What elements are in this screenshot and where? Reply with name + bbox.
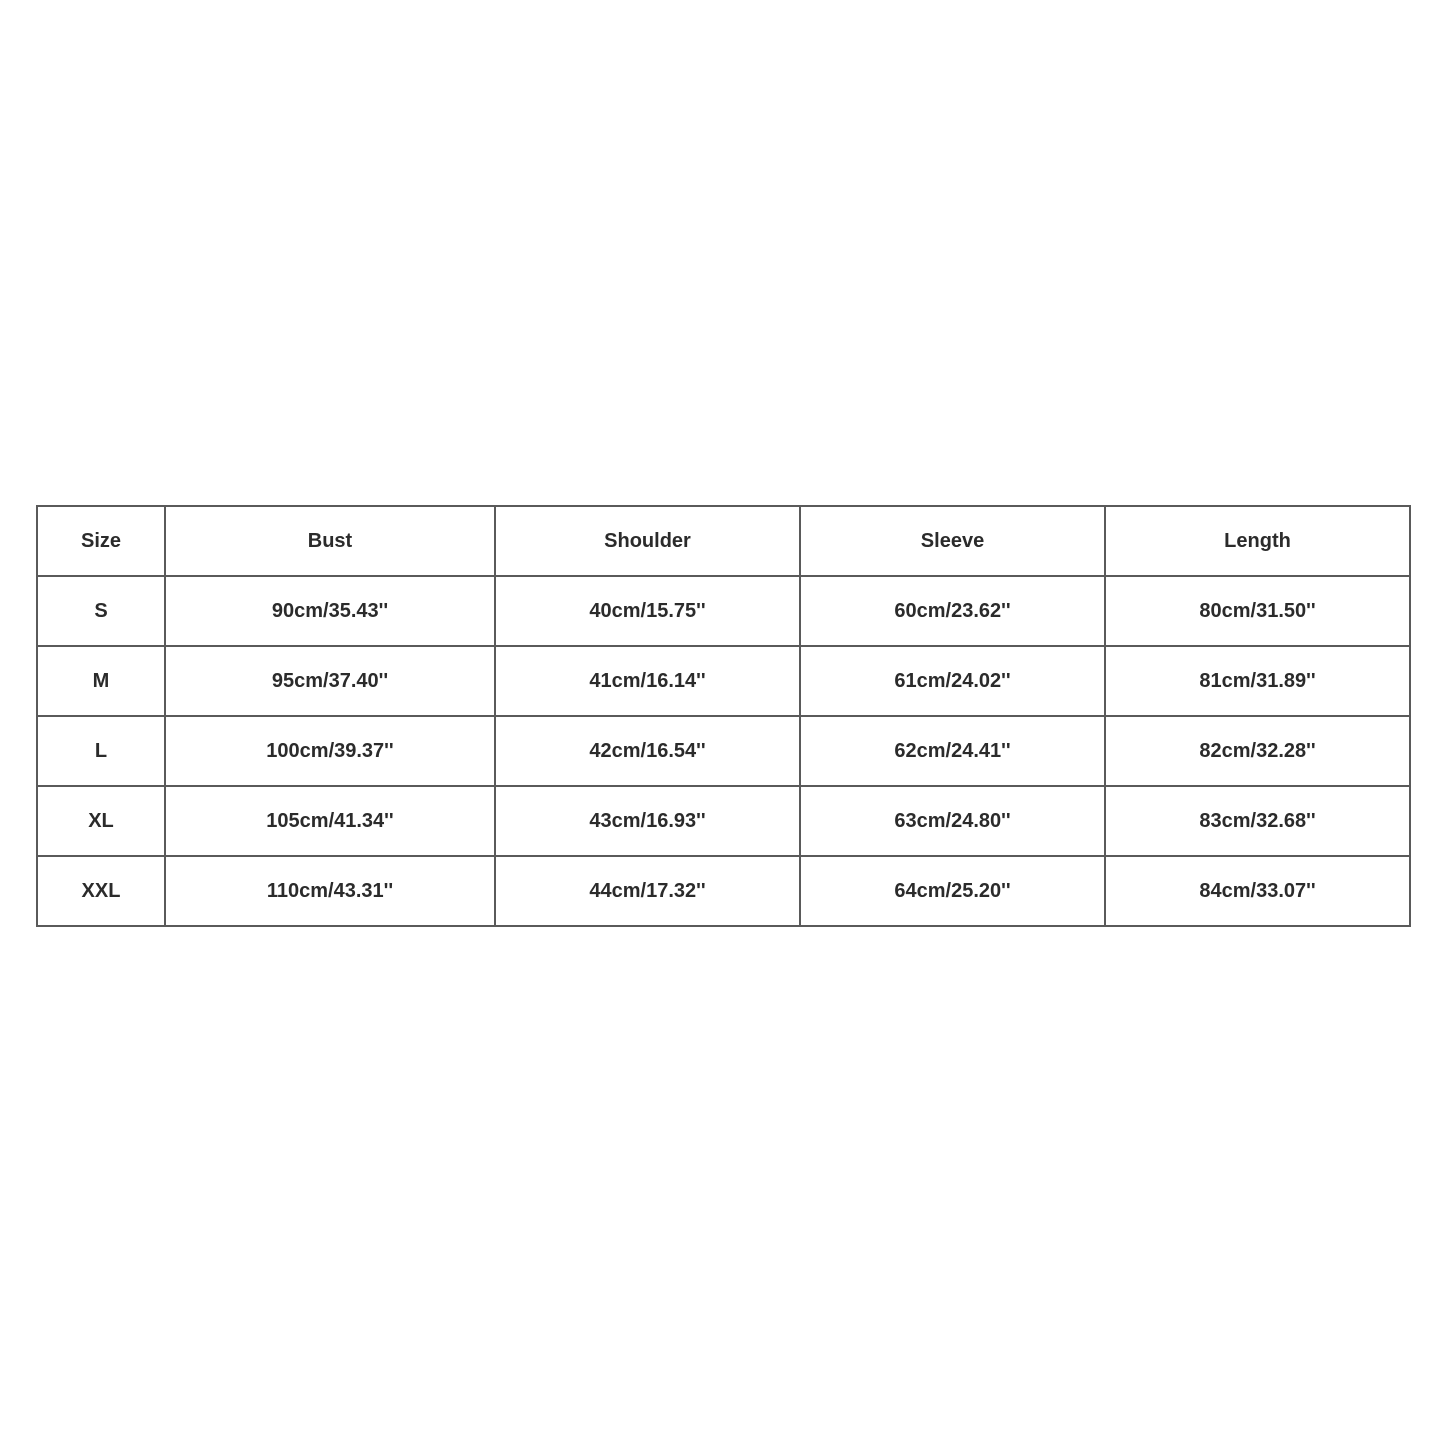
table-row [37, 716, 1410, 786]
table-row [37, 856, 1410, 926]
table-header-row [37, 506, 1410, 576]
cell-length: 81cm/31.89'' [1105, 646, 1410, 716]
cell-length: 82cm/32.28'' [1105, 716, 1410, 786]
table-row [37, 646, 1410, 716]
header-shoulder: Shoulder [495, 506, 800, 576]
cell-length: 80cm/31.50'' [1105, 576, 1410, 646]
cell-shoulder: 44cm/17.32'' [495, 856, 800, 926]
cell-bust: 95cm/37.40'' [165, 646, 495, 716]
cell-size: XL [37, 786, 165, 856]
header-length: Length [1105, 506, 1410, 576]
cell-shoulder: 40cm/15.75'' [495, 576, 800, 646]
cell-size: L [37, 716, 165, 786]
cell-size: M [37, 646, 165, 716]
table-row [37, 576, 1410, 646]
cell-length: 84cm/33.07'' [1105, 856, 1410, 926]
cell-shoulder: 41cm/16.14'' [495, 646, 800, 716]
cell-sleeve: 60cm/23.62'' [800, 576, 1105, 646]
cell-bust: 100cm/39.37'' [165, 716, 495, 786]
cell-length: 83cm/32.68'' [1105, 786, 1410, 856]
header-size: Size [37, 506, 165, 576]
cell-size: S [37, 576, 165, 646]
header-sleeve: Sleeve [800, 506, 1105, 576]
header-bust: Bust [165, 506, 495, 576]
cell-size: XXL [37, 856, 165, 926]
cell-shoulder: 43cm/16.93'' [495, 786, 800, 856]
cell-sleeve: 61cm/24.02'' [800, 646, 1105, 716]
cell-bust: 110cm/43.31'' [165, 856, 495, 926]
cell-bust: 105cm/41.34'' [165, 786, 495, 856]
size-chart-table [36, 505, 1411, 927]
cell-sleeve: 62cm/24.41'' [800, 716, 1105, 786]
cell-sleeve: 64cm/25.20'' [800, 856, 1105, 926]
cell-bust: 90cm/35.43'' [165, 576, 495, 646]
cell-shoulder: 42cm/16.54'' [495, 716, 800, 786]
table-row [37, 786, 1410, 856]
cell-sleeve: 63cm/24.80'' [800, 786, 1105, 856]
